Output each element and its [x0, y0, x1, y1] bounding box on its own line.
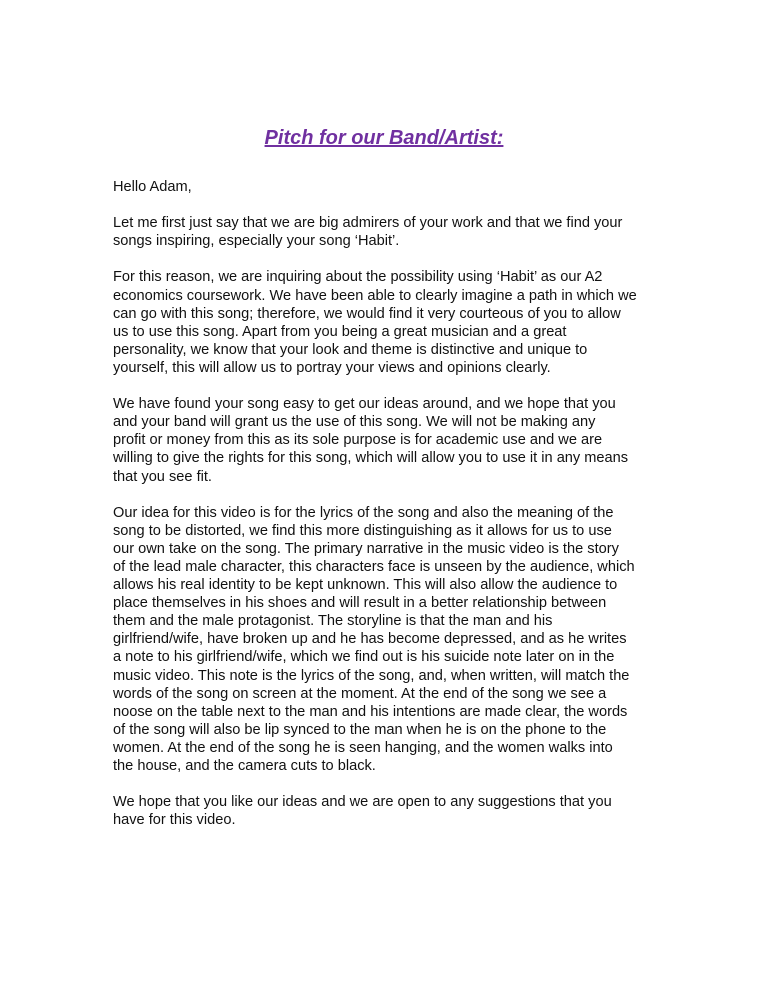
text-line: Hello Adam,: [113, 179, 192, 195]
letter-body: [113, 178, 673, 847]
text-line: them and the male protagonist. The storyline is that the man and his: [113, 613, 553, 630]
text-line: and your band will grant us the use of this song. We will not be making any: [113, 414, 596, 431]
text-line: of the lead male character, this characters face is unseen by the audience, which: [113, 558, 635, 575]
text-line: For this reason, we are inquiring about the possibility using ‘Habit’ as our A2: [113, 269, 603, 286]
text-line: yourself, this will allow us to portray your views and opinions clearly.: [113, 359, 551, 376]
text-line: our own take on the song. The primary narrative in the music video is the story: [113, 540, 619, 557]
text-line: Our idea for this video is for the lyrics of the song and also the meaning of the: [113, 504, 614, 521]
paragraph: [113, 504, 673, 775]
text-line: We have found your song easy to get our ideas around, and we hope that you: [113, 396, 616, 413]
text-line: songs inspiring, especially your song ‘Habit’.: [113, 233, 400, 250]
text-line: women. At the end of the song he is seen hanging, and the women walks into: [113, 739, 613, 756]
text-line: have for this video.: [113, 812, 236, 829]
text-line: profit or money from this as its sole purpose is for academic use and we are: [113, 432, 603, 449]
text-line: of the song will also be lip synced to the man when he is on the phone to the: [113, 721, 607, 738]
text-line: music video. This note is the lyrics of the song, and, when written, will match the: [113, 667, 630, 684]
page-title: [0, 127, 768, 150]
text-line: girlfriend/wife, have broken up and he has become depressed, and as he writes: [113, 631, 627, 648]
text-line: noose on the table next to the man and his intentions are made clear, the words: [113, 703, 628, 720]
paragraph: [113, 793, 673, 829]
text-line: allows his real identity to be kept unknown. This will also allow the audience to: [113, 577, 618, 594]
text-line: the house, and the camera cuts to black.: [113, 758, 376, 774]
title-text: Pitch for our Band/Artist:: [264, 127, 504, 149]
greeting: [113, 178, 673, 196]
text-line: personality, we know that your look and theme is distinctive and unique to: [113, 341, 588, 358]
paragraph: [113, 214, 673, 250]
text-line: a note to his girlfriend/wife, which we find out is his suicide note later on in the: [113, 649, 615, 666]
text-line: song to be distorted, we find this more distinguishing as it allows for us to use: [113, 522, 612, 539]
text-line: Let me first just say that we are big admirers of your work and that we find your: [113, 215, 623, 232]
paragraph: [113, 268, 673, 377]
text-line: that you see fit.: [113, 468, 212, 485]
paragraph: [113, 395, 673, 485]
text-line: can go with this song; therefore, we would find it very courteous of you to allow: [113, 305, 621, 322]
text-line: place themselves in his shoes and will result in a better relationship between: [113, 595, 607, 612]
text-line: us to use this song. Apart from you being a great musician and a great: [113, 323, 567, 340]
text-line: words of the song on screen at the moment. At the end of the song we see a: [113, 685, 607, 702]
text-line: willing to give the rights for this song, which will allow you to use it in any means: [113, 450, 629, 467]
text-line: economics coursework. We have been able to clearly imagine a path in which we: [113, 287, 637, 304]
text-line: We hope that you like our ideas and we are open to any suggestions that you: [113, 794, 612, 811]
